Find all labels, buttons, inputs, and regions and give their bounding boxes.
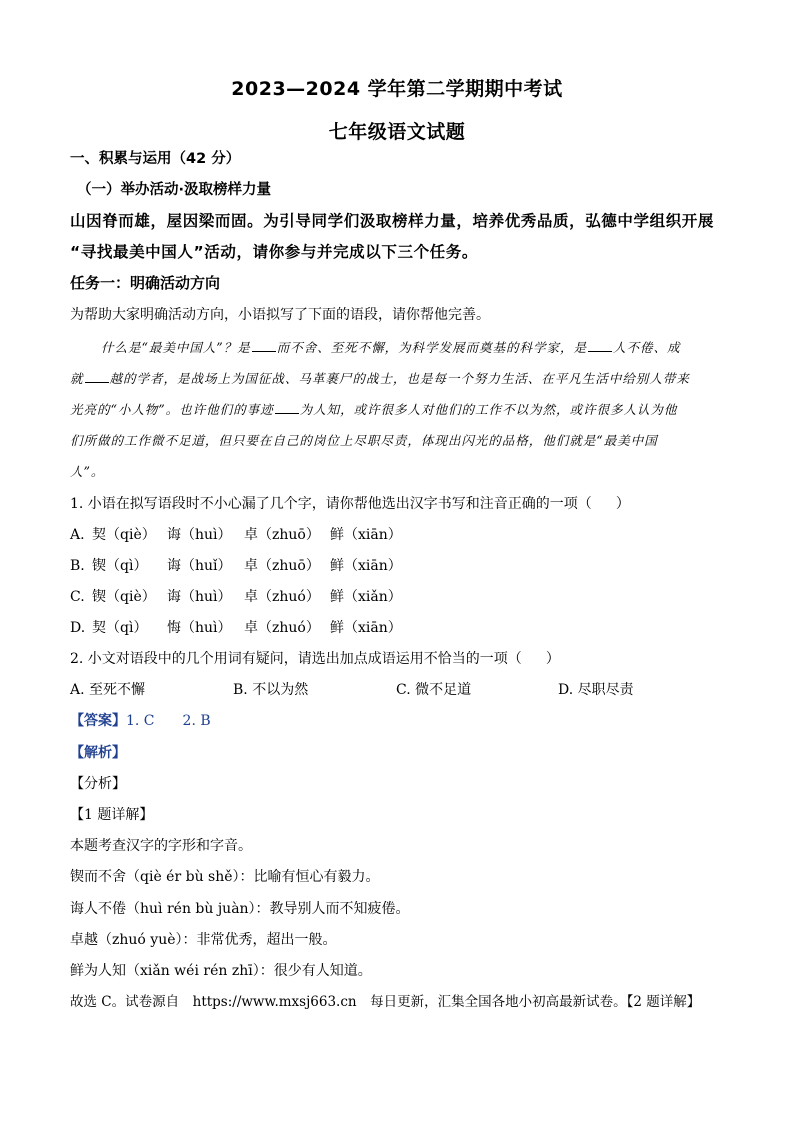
- answer-2: 2. B: [182, 713, 211, 729]
- option-char: 锲（qì）: [92, 558, 148, 574]
- option-char: 卓（zhuó）: [244, 620, 320, 636]
- passage-text: 而不舍、至死不懈，为科学发展而奠基的科学家，是: [276, 340, 587, 355]
- passage-line-1: [101, 338, 680, 358]
- option-char: 诲（huì）: [167, 589, 232, 605]
- option-char: 鲜（xiǎn）: [330, 589, 402, 605]
- question-1-stem: [70, 494, 630, 514]
- q2-option-c: C. 微不足道: [396, 682, 472, 698]
- option-char: 鲜（xiān）: [330, 620, 402, 636]
- question-paren: ）: [545, 651, 560, 667]
- passage-line-5: 人”。: [70, 464, 105, 479]
- fill-blank: [252, 339, 276, 352]
- q2-option-d: D. 尽职尽责: [558, 682, 634, 698]
- detail-1-tag: 【1 题详解】: [70, 807, 154, 823]
- detail-line-3: 诲人不倦（huì rén bù juàn）：教导别人而不知疲倦。: [70, 901, 410, 917]
- intro-line-2: “寻找最美中国人”活动，请你参与并完成以下三个任务。: [70, 243, 478, 261]
- task-description: 为帮助大家明确活动方向，小语拟写了下面的语段，请你帮他完善。: [70, 307, 490, 323]
- passage-line-2: [70, 369, 690, 389]
- passage-text: 什么是“最美中国人”？是: [101, 340, 251, 355]
- option-label: B.: [70, 558, 85, 574]
- option-char: 锲（qiè）: [92, 589, 156, 605]
- section-subheading: （一）举办活动·汲取榜样力量: [77, 182, 272, 198]
- option-char: 诲（huǐ）: [167, 558, 232, 574]
- task-title: 任务一：明确活动方向: [70, 274, 221, 292]
- option-label: C.: [70, 589, 85, 605]
- intro-line-1: 山因脊而雄，屋因梁而固。为引导同学们汲取榜样力量，培养优秀品质，弘德中学组织开展: [70, 212, 715, 230]
- option-char: 悔（huì）: [167, 620, 232, 636]
- answer-line: [70, 711, 211, 731]
- option-char: 卓（zhuó）: [244, 589, 320, 605]
- section-heading: 一、积累与运用（42 分）: [70, 151, 241, 167]
- option-char: 契（qiè）: [92, 527, 156, 543]
- q1-option-b: [70, 556, 470, 576]
- fenxi-tag: 【分析】: [70, 776, 126, 792]
- passage-text: 人不倦、成: [612, 340, 681, 355]
- fill-blank: [588, 339, 612, 352]
- exam-subtitle: 七年级语文试题: [328, 121, 466, 143]
- q2-option-b: B. 不以为然: [233, 682, 309, 698]
- option-char: 鲜（xiān）: [330, 558, 402, 574]
- option-label: D.: [70, 620, 86, 636]
- option-char: 契（qì）: [92, 620, 148, 636]
- q1-option-c: [70, 587, 470, 607]
- question-2-stem: [70, 649, 560, 669]
- fill-blank: [275, 401, 299, 414]
- q2-options: [70, 680, 670, 700]
- passage-text: 就: [70, 371, 84, 386]
- analysis-tag: 【解析】: [70, 745, 126, 761]
- passage-text: 越的学者，是战场上为国征战、马革裹尸的战士，也是每一个努力生活、在平凡生活中给别人带来: [109, 371, 690, 386]
- answer-tag: 【答案】: [70, 713, 126, 729]
- question-paren: ）: [615, 496, 630, 512]
- q1-option-a: [70, 525, 470, 545]
- option-label: A.: [70, 527, 85, 543]
- passage-text: 光亮的“小人物”。也许他们的事迹: [70, 402, 274, 417]
- detail-line-1: 本题考查汉字的字形和字音。: [70, 838, 252, 854]
- detail-line-5: 鲜为人知（xiǎn wéi rén zhī）：很少有人知道。: [70, 963, 372, 979]
- passage-line-4: 们所做的工作微不足道，但只要在自己的岗位上尽职尽责，体现出闪光的品格，他们就是“最美中国: [70, 433, 658, 448]
- passage-line-3: [70, 400, 677, 420]
- passage-text: 为人知，或许很多人对他们的工作不以为然，或许很多人认为他: [299, 402, 678, 417]
- option-char: 鲜（xiān）: [330, 527, 402, 543]
- detail-line-2: 锲而不舍（qiè ér bù shě）：比喻有恒心有毅力。: [70, 869, 380, 885]
- question-text: 1. 小语在拟写语段时不小心漏了几个字，请你帮他选出汉字书写和注音正确的一项（: [70, 496, 592, 512]
- option-char: 卓（zhuō）: [244, 558, 320, 574]
- q2-option-a: A. 至死不懈: [70, 682, 146, 698]
- option-char: 诲（huì）: [167, 527, 232, 543]
- footer-line: 故选 C。试卷源自 https://www.mxsj663.cn 每日更新，汇集全国各地小初高最新试卷。【2 题详解】: [70, 994, 701, 1010]
- exam-title: 2023—2024 学年第二学期期中考试: [231, 78, 563, 100]
- question-text: 2. 小文对语段中的几个用词有疑问，请选出加点成语运用不恰当的一项（: [70, 651, 522, 667]
- answer-1: 1. C: [126, 713, 155, 729]
- q1-option-d: [70, 618, 470, 638]
- detail-line-4: 卓越（zhuó yuè）：非常优秀，超出一般。: [70, 932, 337, 948]
- fill-blank: [85, 370, 109, 383]
- option-char: 卓（zhuō）: [244, 527, 320, 543]
